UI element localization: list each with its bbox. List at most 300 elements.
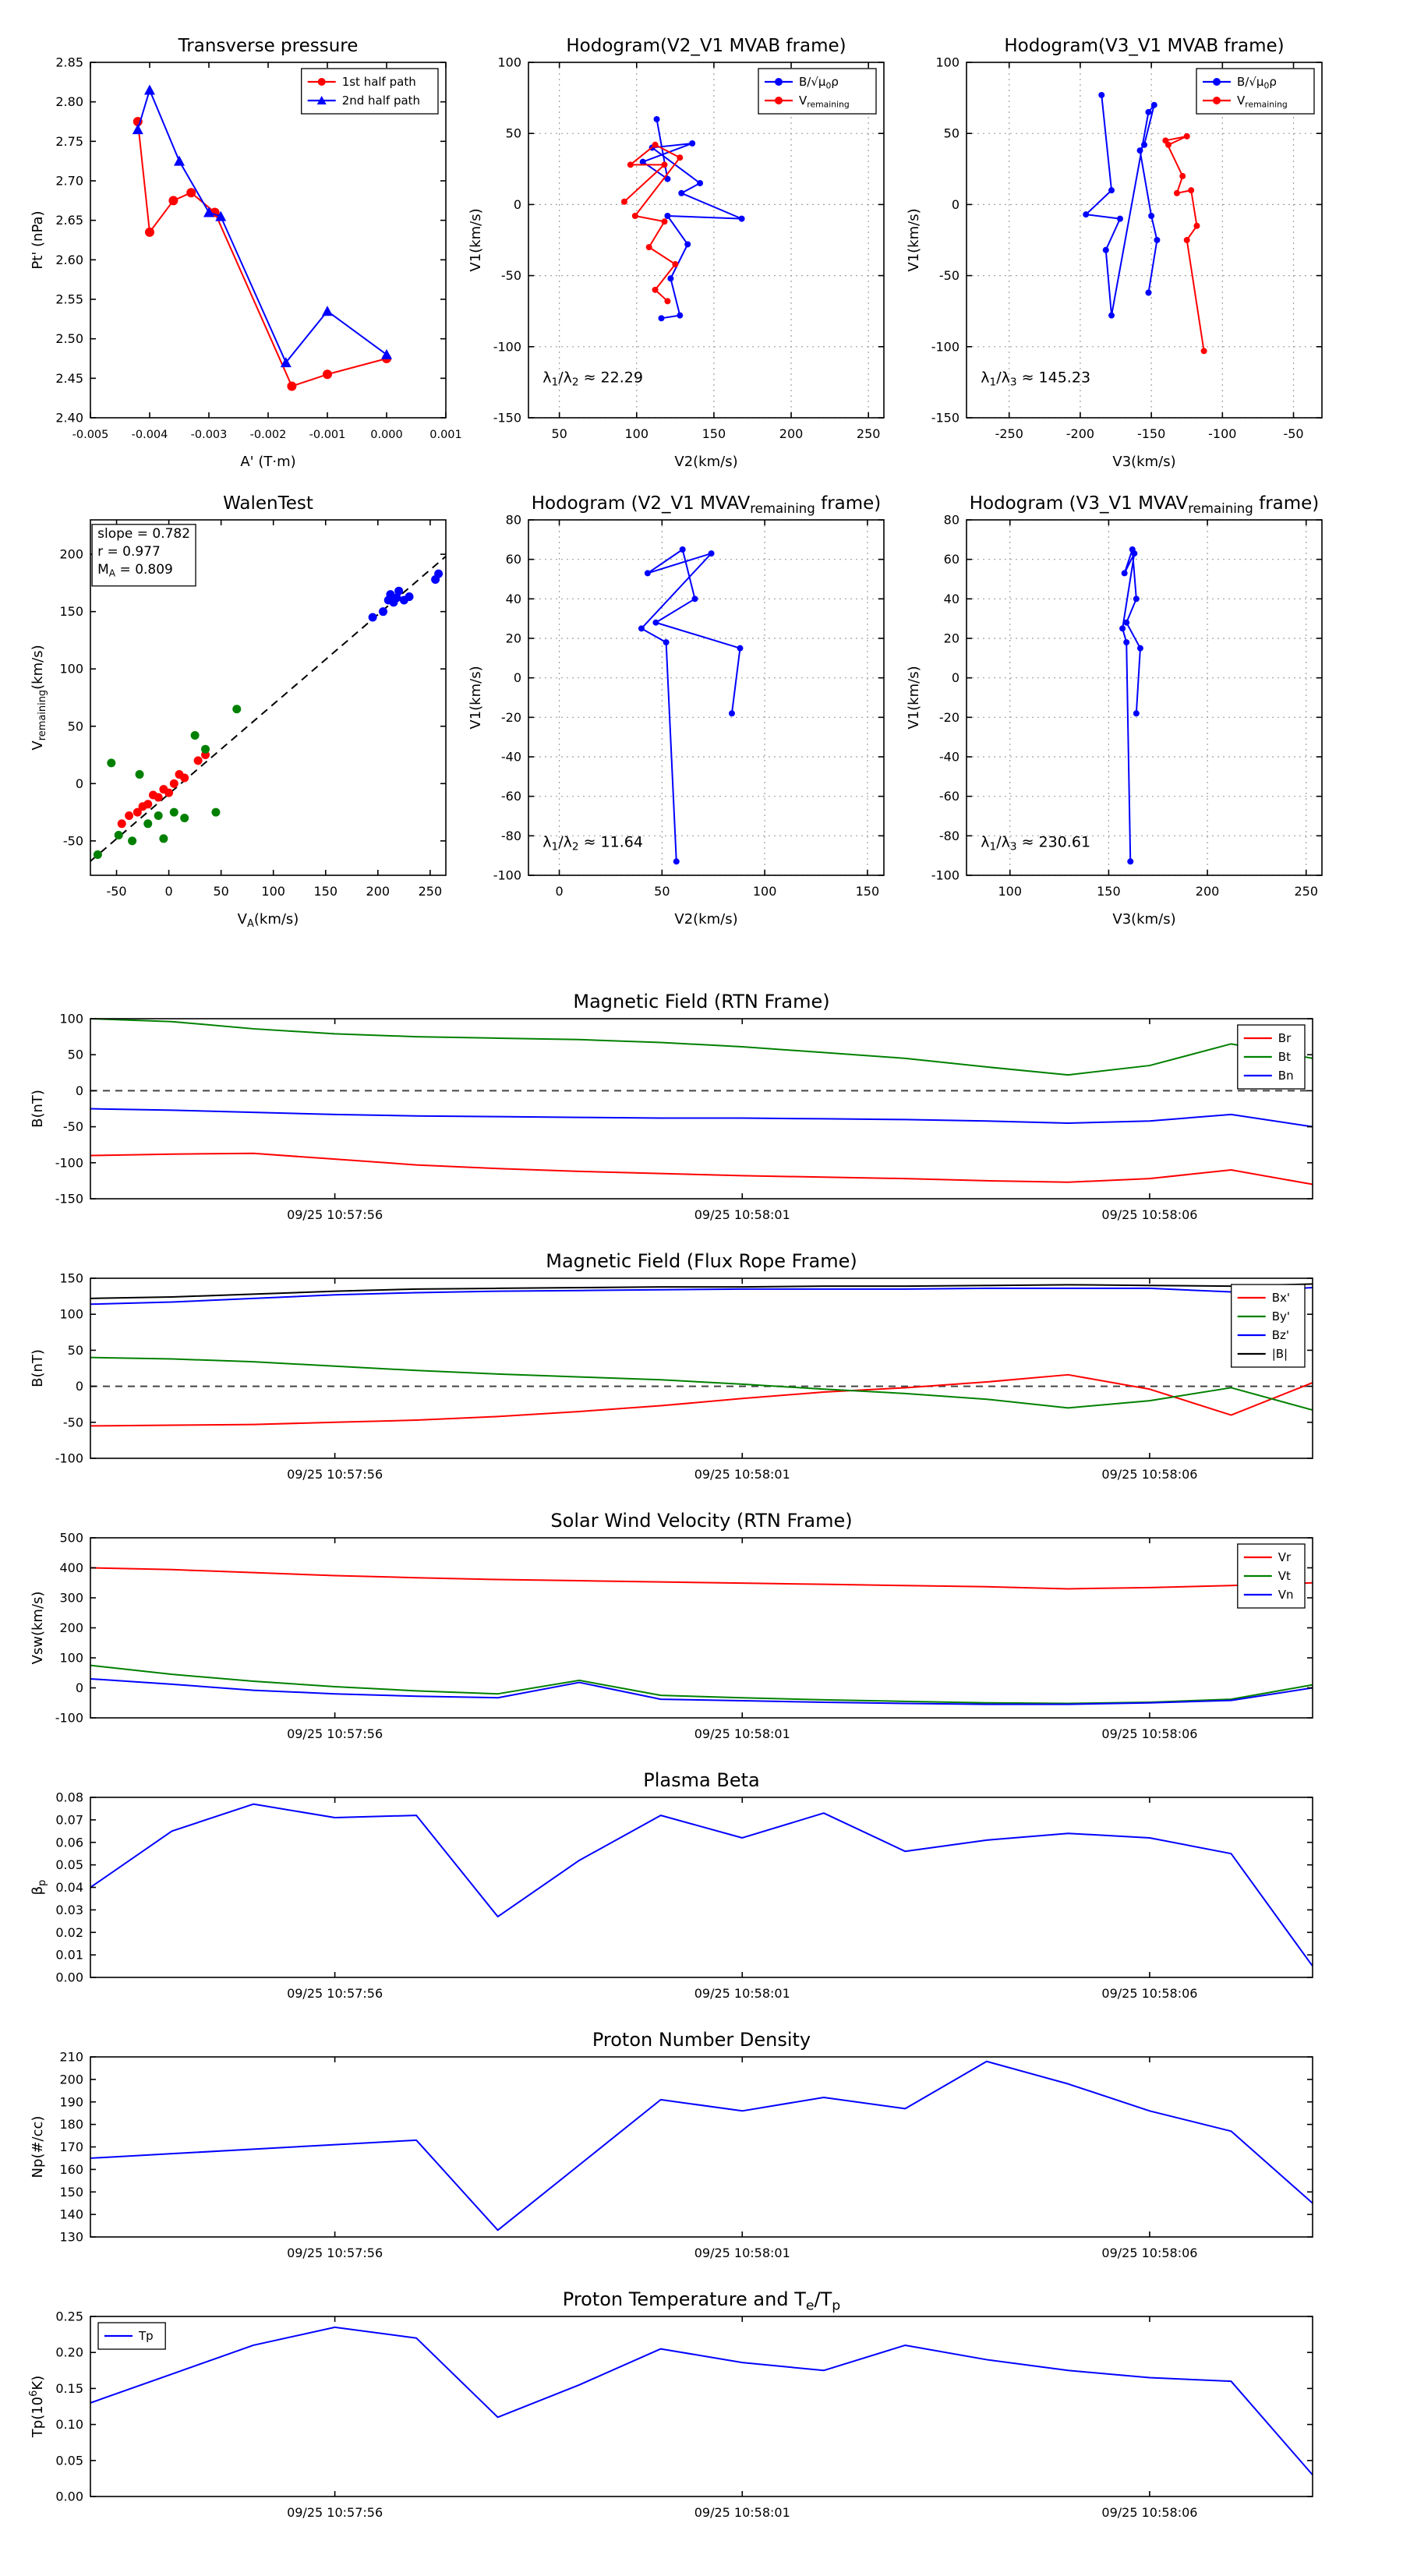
marker-dot (1184, 133, 1190, 140)
marker-dot (394, 587, 403, 595)
y-tick-label: 0 (951, 670, 959, 686)
y-tick-label: 80 (505, 512, 521, 528)
x-tick-label: -0.002 (249, 429, 287, 441)
marker-dot (632, 213, 638, 219)
series-np-line (90, 2062, 1313, 2231)
axes-frame (90, 1797, 1313, 1977)
x-tick-label: -200 (1066, 426, 1095, 441)
axes-frame (90, 2057, 1313, 2237)
y-tick-label: 0.05 (55, 1857, 83, 1873)
series-beta-p-line (90, 1804, 1313, 1966)
y-axis-label: $V_{remaining}(km/s)$ (30, 645, 48, 751)
y-tick-label: 0 (513, 196, 521, 212)
marker-dot (1174, 190, 1180, 196)
y-axis-label: V1(km/s) (468, 208, 484, 272)
axes-frame (528, 520, 884, 875)
axes-frame (90, 62, 446, 418)
annotation (92, 525, 196, 586)
marker-dot (154, 793, 163, 801)
legend-label: $V_{remaining}$ (1237, 94, 1288, 110)
y-tick-label: -100 (493, 339, 521, 355)
marker-triangle (144, 84, 155, 94)
y-tick-labels (55, 1790, 83, 1985)
x-tick-label: 09/25 10:58:06 (1101, 1726, 1198, 1741)
marker-dot (1154, 237, 1160, 243)
y-tick-label: -40 (500, 749, 521, 765)
x-axis-label: V3(km/s) (1112, 454, 1176, 470)
y-tick-label: 0.08 (55, 1790, 83, 1805)
y-tick-label: 140 (59, 2207, 83, 2222)
y-tick-label: 130 (59, 2229, 83, 2245)
y-tick-label: 80 (943, 512, 959, 528)
marker-dot (1123, 639, 1129, 645)
marker-dot (659, 315, 665, 321)
y-tick-label: -20 (938, 709, 959, 725)
series-np (90, 2062, 1313, 2231)
x-tick-labels (995, 426, 1304, 441)
marker-dot (180, 773, 189, 782)
marker-dot (201, 745, 210, 754)
series-bn-line (90, 1109, 1313, 1127)
marker-dot (143, 819, 152, 828)
y-tick-label: 60 (943, 552, 959, 567)
y-tick-label: 0.06 (55, 1835, 83, 1850)
marker-circle (168, 196, 178, 205)
series-vt (90, 1666, 1313, 1704)
marker-dot (1133, 595, 1140, 602)
gridlines (967, 520, 1322, 875)
marker-dot (143, 800, 152, 808)
marker-dot (1179, 173, 1186, 179)
x-tick-label: -250 (995, 426, 1023, 441)
series-2nd-half-path (133, 84, 392, 367)
y-tick-label: -50 (500, 268, 521, 284)
marker-dot (194, 756, 203, 765)
chart-title: Plasma Beta (643, 1769, 760, 1791)
marker-circle (287, 381, 296, 390)
x-tick-label: 09/25 10:58:01 (694, 1726, 790, 1741)
marker-dot (232, 705, 241, 713)
legend-label: 1st half path (341, 75, 416, 89)
marker-dot (661, 218, 667, 224)
marker-dot (678, 190, 684, 196)
chart-walen-test (30, 493, 446, 930)
y-axis-label: B(nT) (30, 1090, 46, 1128)
marker-dot (673, 858, 680, 864)
series-bz (90, 1288, 1313, 1304)
legend-label: |B| (1271, 1347, 1288, 1361)
y-tick-label: 2.55 (55, 292, 83, 307)
marker-dot (1213, 78, 1221, 86)
chart-hodogram-v3-v1-mvav (906, 493, 1322, 928)
y-tick-label: 2.80 (55, 94, 83, 110)
marker-circle (186, 188, 196, 197)
y-tick-label: 0.20 (55, 2345, 83, 2360)
y-tick-labels (59, 547, 83, 849)
y-tick-label: 2.70 (55, 173, 83, 189)
chart-title: Proton Temperature and $T_e/T_p$ (562, 2288, 841, 2314)
axis-ticks (967, 520, 1322, 875)
legend-label: By' (1271, 1309, 1290, 1323)
marker-dot (638, 625, 645, 631)
y-tick-label: 160 (59, 2161, 83, 2177)
marker-dot (654, 116, 660, 122)
x-tick-label: 09/25 10:58:01 (694, 1207, 790, 1222)
y-tick-label: 50 (67, 1342, 83, 1358)
y-tick-label: 60 (505, 552, 521, 567)
axis-ticks (90, 2057, 1313, 2237)
marker-dot (118, 819, 126, 828)
annotation (542, 834, 643, 853)
y-tick-label: 2.50 (55, 331, 83, 347)
marker-dot (739, 216, 745, 222)
chart-hodogram-v2-v1-mvab (468, 36, 884, 470)
x-tick-label: 50 (551, 426, 567, 441)
y-tick-label: 180 (59, 2117, 83, 2133)
marker-dot (1188, 187, 1194, 193)
marker-dot (1145, 289, 1151, 295)
chart-title: Hodogram(V2_V1 MVAB frame) (566, 36, 846, 56)
y-axis-label: $\beta_p$ (30, 1879, 48, 1896)
marker-dot (1201, 348, 1207, 354)
y-tick-label: 200 (59, 1620, 83, 1635)
x-tick-labels (106, 884, 442, 899)
series-tp (90, 2327, 1313, 2475)
axes-frame (528, 62, 884, 418)
legend-label: Bx' (1271, 1291, 1290, 1305)
series-points-1st-half (118, 751, 210, 828)
y-tick-label: 500 (59, 1530, 83, 1546)
annotation (542, 369, 643, 388)
y-tick-labels (55, 1012, 83, 1207)
y-tick-label: -100 (493, 868, 521, 883)
marker-dot (1148, 213, 1154, 219)
y-tick-labels (55, 2309, 83, 2504)
series-bz-line (90, 1288, 1313, 1304)
marker-dot (775, 78, 783, 86)
legend (1196, 69, 1314, 114)
legend-label: Tp (139, 2329, 154, 2343)
marker-dot (652, 287, 659, 293)
x-tick-labels (998, 884, 1318, 899)
x-tick-label: 09/25 10:58:06 (1101, 2505, 1198, 2520)
annotation-line: $\lambda_1/\lambda_2 \approx 11.64$ (542, 833, 643, 853)
y-tick-label: -60 (500, 789, 521, 804)
y-tick-label: 0.00 (55, 2489, 83, 2504)
y-tick-label: -50 (62, 1119, 83, 1135)
y-tick-label: 0.05 (55, 2453, 83, 2468)
chart-title: WalenTest (223, 493, 313, 514)
marker-dot (125, 811, 133, 820)
chart-title: Transverse pressure (178, 36, 359, 56)
y-tick-label: 20 (943, 631, 959, 646)
x-axis-label: V2(km/s) (674, 454, 738, 470)
marker-dot (1127, 858, 1133, 864)
y-tick-labels (493, 55, 521, 426)
y-tick-label: 40 (505, 591, 521, 606)
series-points-cluster (369, 570, 443, 622)
marker-dot (661, 161, 667, 168)
y-tick-label: 200 (59, 2072, 83, 2087)
x-tick-label: 09/25 10:58:01 (694, 2246, 790, 2260)
series-points-2nd-half (94, 705, 241, 859)
x-tick-label: 200 (779, 426, 804, 441)
legend-label: Bz' (1271, 1328, 1289, 1342)
y-tick-label: 100 (935, 55, 959, 70)
x-tick-label: 50 (654, 884, 670, 899)
marker-dot (680, 546, 686, 553)
marker-dot (369, 613, 377, 622)
y-tick-label: 200 (59, 546, 83, 562)
chart-title: Magnetic Field (RTN Frame) (573, 991, 830, 1012)
marker-dot (1193, 223, 1200, 229)
marker-dot (646, 244, 652, 250)
series-br (90, 1154, 1313, 1185)
x-tick-labels (287, 1726, 1197, 1741)
x-tick-label: 09/25 10:57:56 (287, 1986, 383, 2001)
y-tick-label: 0.02 (55, 1924, 83, 1940)
legend-label: $V_{remaining}$ (799, 94, 850, 110)
annotation-line: $\lambda_1/\lambda_2 \approx 22.29$ (542, 369, 643, 389)
y-tick-labels (55, 1271, 83, 1466)
chart-transverse-pressure (30, 36, 462, 470)
x-axis-label: V3(km/s) (1112, 911, 1176, 928)
axes-frame (967, 520, 1322, 875)
chart-title: Proton Number Density (592, 2029, 811, 2051)
marker-dot (697, 180, 703, 186)
series-2nd-half-path-line (138, 90, 387, 362)
marker-dot (107, 758, 115, 767)
y-tick-label: -150 (931, 410, 959, 426)
y-tick-label: -60 (938, 789, 959, 804)
y-tick-label: 210 (59, 2049, 83, 2065)
series-beta-p (90, 1804, 1313, 1966)
x-tick-label: -0.004 (131, 429, 168, 441)
marker-dot (1117, 216, 1123, 222)
y-tick-label: 0 (513, 670, 521, 686)
marker-dot (664, 213, 670, 219)
y-tick-label: 20 (505, 631, 521, 646)
x-tick-label: 09/25 10:57:56 (287, 2246, 383, 2260)
series-tp-line (90, 2327, 1313, 2475)
x-tick-label: 150 (313, 884, 338, 899)
y-axis-label: Vsw(km/s) (30, 1591, 46, 1665)
y-tick-label: 0.07 (55, 1812, 83, 1828)
x-tick-label: -100 (1208, 426, 1237, 441)
y-tick-labels (931, 513, 959, 883)
chart-title: Hodogram(V3_V1 MVAB frame) (1004, 36, 1285, 56)
marker-dot (1129, 546, 1136, 553)
x-tick-labels (551, 426, 880, 441)
y-tick-label: 40 (943, 591, 959, 606)
y-tick-label: -100 (55, 1155, 83, 1171)
series-bn (90, 1109, 1313, 1127)
y-tick-label: 100 (59, 1650, 83, 1666)
series-v-remaining-line (641, 549, 740, 861)
axis-ticks (528, 62, 884, 418)
x-tick-labels (555, 884, 879, 899)
y-tick-label: 0.15 (55, 2380, 83, 2396)
legend-label: Bt (1278, 1050, 1291, 1064)
y-tick-label: 150 (59, 2184, 83, 2200)
x-axis-label: A' (T·m) (240, 454, 296, 470)
series-b-0 (1083, 92, 1160, 319)
x-axis-label: V2(km/s) (674, 911, 738, 928)
y-tick-label: 100 (59, 1011, 83, 1027)
legend-label: 2nd half path (341, 94, 421, 108)
marker-triangle (322, 306, 333, 316)
chart-title: Magnetic Field (Flux Rope Frame) (546, 1250, 857, 1272)
marker-dot (775, 97, 783, 104)
series-v-remaining (1119, 546, 1143, 864)
y-tick-label: 2.85 (55, 55, 83, 70)
axes-frame (90, 2316, 1313, 2496)
marker-dot (627, 161, 634, 168)
x-tick-label: 250 (1294, 884, 1319, 899)
marker-dot (1122, 570, 1128, 576)
y-axis-label: Np(#/cc) (30, 2115, 46, 2178)
series-b-line (90, 1284, 1313, 1298)
y-tick-label: 50 (505, 125, 521, 141)
y-axis-label: V1(km/s) (906, 208, 922, 272)
y-tick-label: 2.65 (55, 213, 83, 228)
legend-label: $B/√\mu_0\rho$ (799, 75, 839, 91)
y-tick-label: -50 (62, 833, 83, 849)
marker-circle (318, 78, 326, 86)
y-tick-label: 400 (59, 1560, 83, 1575)
marker-dot (434, 570, 443, 578)
y-tick-label: 100 (497, 55, 521, 70)
marker-dot (1083, 211, 1089, 217)
chart-proton-number-density (30, 2029, 1313, 2260)
marker-dot (1184, 237, 1190, 243)
x-tick-labels (287, 2246, 1197, 2260)
gridlines (967, 62, 1322, 418)
x-tick-labels (287, 2505, 1197, 2520)
axis-ticks (90, 2316, 1313, 2496)
x-axis-label: $V_A(km/s)$ (237, 911, 299, 930)
y-tick-label: -100 (55, 1451, 83, 1466)
y-tick-label: 0 (75, 1379, 83, 1394)
marker-dot (737, 645, 743, 652)
marker-dot (1123, 620, 1129, 626)
series-v-remaining (621, 142, 683, 305)
marker-dot (1137, 147, 1143, 154)
y-tick-label: 170 (59, 2140, 83, 2154)
y-tick-label: 0.03 (55, 1902, 83, 1917)
marker-dot (1133, 710, 1140, 716)
y-tick-label: -150 (493, 410, 521, 426)
marker-dot (677, 313, 683, 319)
marker-dot (211, 808, 220, 817)
marker-dot (621, 199, 627, 205)
axes-frame (967, 62, 1322, 418)
x-tick-label: 100 (752, 884, 777, 899)
x-tick-label: -0.003 (190, 429, 228, 441)
chart-magnetic-field-rtn (30, 991, 1313, 1222)
x-tick-label: 250 (418, 884, 443, 899)
marker-triangle (381, 349, 392, 359)
marker-dot (689, 140, 695, 147)
marker-dot (1108, 313, 1115, 319)
gridlines (528, 520, 884, 875)
x-tick-label: 250 (856, 426, 881, 441)
legend-label: Bn (1278, 1069, 1294, 1083)
y-tick-labels (55, 1531, 83, 1726)
x-tick-label: 100 (998, 884, 1023, 899)
marker-triangle (174, 156, 185, 166)
legend-label: $B/√\mu_0\rho$ (1237, 75, 1277, 91)
marker-dot (128, 836, 136, 845)
marker-dot (136, 770, 144, 779)
y-tick-label: 0 (75, 1680, 83, 1695)
x-tick-label: 09/25 10:58:01 (694, 1467, 790, 1482)
x-tick-label: 150 (855, 884, 880, 899)
annotation-line: slope = 0.782 (97, 525, 191, 542)
y-tick-label: 150 (59, 604, 83, 620)
legend-label: Vn (1278, 1588, 1294, 1602)
x-tick-label: 0 (164, 884, 173, 899)
x-tick-labels (287, 1467, 1197, 1482)
y-tick-label: -50 (938, 268, 959, 284)
y-tick-label: -80 (938, 828, 959, 843)
x-tick-label: 09/25 10:58:06 (1101, 1986, 1198, 2001)
marker-dot (170, 779, 178, 788)
x-tick-label: 100 (624, 426, 649, 441)
chart-hodogram-v3-v1-mvab (906, 36, 1322, 470)
marker-dot (709, 550, 715, 557)
legend (302, 69, 438, 114)
gridlines (528, 62, 884, 418)
x-tick-label: -50 (1283, 426, 1304, 441)
marker-dot (1108, 187, 1115, 193)
axis-ticks (528, 520, 884, 875)
legend (1232, 1284, 1305, 1367)
y-tick-label: 100 (59, 1306, 83, 1322)
marker-dot (664, 298, 670, 304)
marker-dot (1213, 97, 1221, 104)
x-tick-label: 100 (261, 884, 285, 899)
annotation-line: r = 0.977 (97, 543, 161, 560)
chart-title: Hodogram (V3_V1 $MVAV_{remaining}$ frame) (969, 493, 1320, 517)
marker-dot (729, 710, 735, 716)
series-vr (90, 1568, 1313, 1589)
y-tick-label: -100 (55, 1710, 83, 1726)
marker-dot (1098, 92, 1104, 98)
marker-dot (180, 814, 189, 822)
x-tick-labels (72, 429, 462, 441)
legend (1238, 1025, 1305, 1089)
y-tick-label: 50 (67, 1047, 83, 1062)
y-tick-label: 0.01 (55, 1947, 83, 1963)
marker-dot (1145, 109, 1151, 115)
y-tick-label: -100 (931, 339, 959, 355)
series-b-0-line (1086, 95, 1157, 316)
marker-dot (684, 241, 691, 247)
annotation (981, 834, 1090, 853)
x-tick-label: 09/25 10:58:01 (694, 1986, 790, 2001)
y-axis-label: Pt' (nPa) (30, 210, 46, 270)
axis-ticks (90, 62, 446, 418)
x-tick-label: 09/25 10:57:56 (287, 1207, 383, 1222)
marker-dot (677, 154, 683, 161)
x-tick-label: -150 (1136, 426, 1166, 441)
y-tick-label: -150 (55, 1191, 83, 1207)
x-tick-label: 0 (555, 884, 564, 899)
x-tick-label: 150 (702, 426, 726, 441)
y-tick-label: 2.45 (55, 370, 83, 386)
y-tick-labels (55, 55, 83, 426)
